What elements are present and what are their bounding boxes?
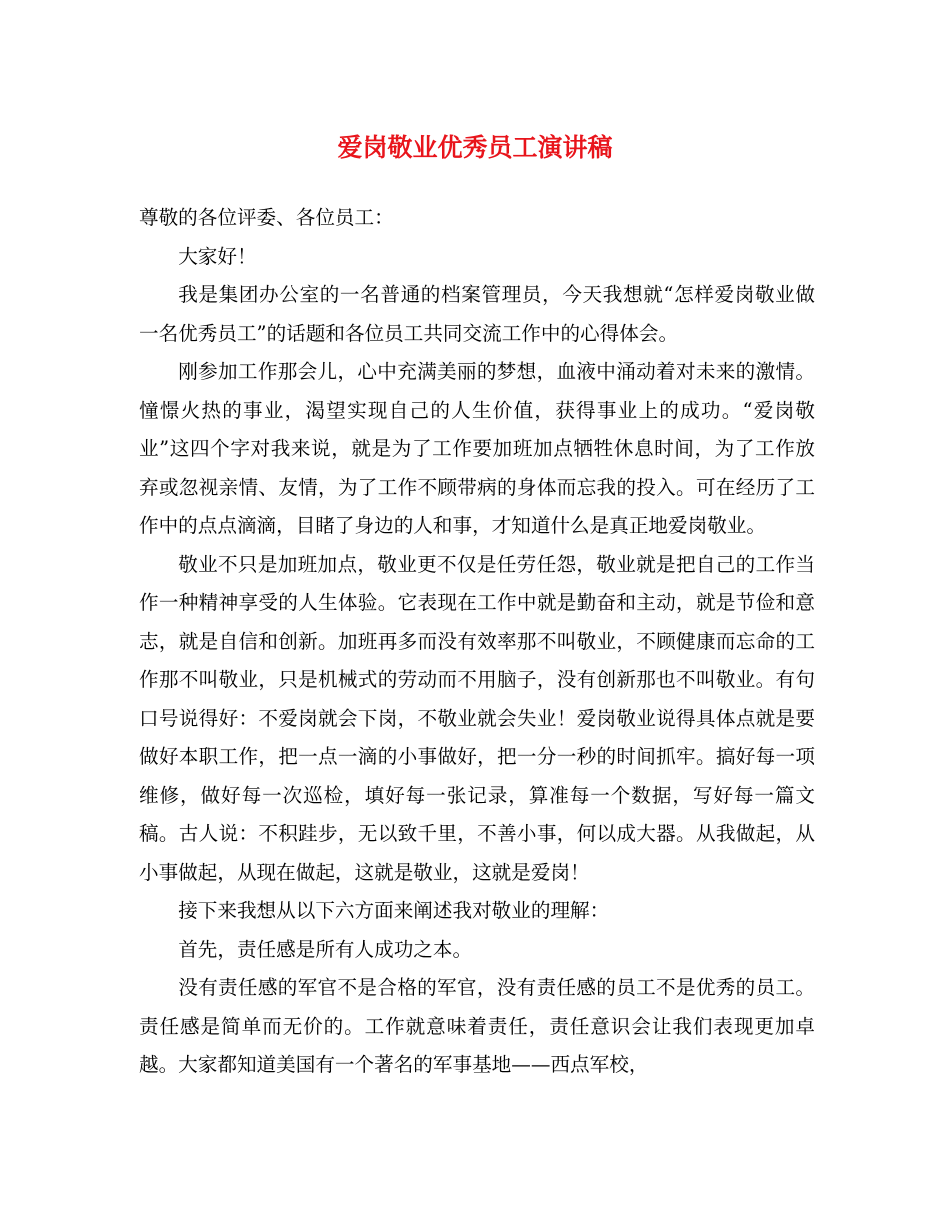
body-paragraph: 我是集团办公室的一名普通的档案管理员，今天我想就“怎样爱岗敬业做一名优秀员工”的话题和各位员工共同交流工作中的心得体会。 [139, 283, 815, 345]
document-title: 爱岗敬业优秀员工演讲稿 [337, 133, 613, 162]
greeting-paragraph: 大家好！ [178, 244, 257, 268]
body-paragraph: 没有责任感的军官不是合格的军官，没有责任感的员工不是优秀的员工。责任感是简单而无价的。工作就意味着责任，责任意识会让我们表现更加卓越。大家都知道美国有一个著名的军事基地——西点军校， [139, 976, 815, 1076]
salutation-paragraph: 尊敬的各位评委、各位员工： [139, 206, 394, 229]
body-paragraph: 接下来我想从以下六方面来阐述我对敬业的理解： [178, 899, 610, 922]
document-body [139, 199, 815, 1085]
body-paragraph: 敬业不只是加班加点，敬业更不仅是任劳任怨，敬业就是把自己的工作当作一种精神享受的人生体验。它表现在工作中就是勤奋和主动，就是节俭和意志，就是自信和创新。加班再多而没有效率那不叫敬业，不顾健康而忘命的工作那不叫敬业，只是机械式的劳动而不用脑子，没有创新那也不叫敬业。有句口号说得好：不爱岗就会下岗，不敬业就会失业！爱岗敬业说得具体点就是要做好本职工作，把一点一滴的小事做好，把一分一秒的时间抓牢。搞好每一项维修，做好每一次巡检，填好每一张记录，算准每一个数据，写好每一篇文稿。古人说：不积跬步，无以致千里，不善小事，何以成大器。从我做起，从小事做起，从现在做起，这就是敬业，这就是爱岗！ [139, 552, 815, 884]
body-paragraph: 刚参加工作那会儿，心中充满美丽的梦想，血液中涌动着对未来的激情。憧憬火热的事业，渴望实现自己的人生价值，获得事业上的成功。“爱岗敬业”这四个字对我来说，就是为了工作要加班加点牺牲休息时间，为了工作放弃或忽视亲情、友情，为了工作不顾带病的身体而忘我的投入。可在经历了工作中的点点滴滴，目睹了身边的人和事，才知道什么是真正地爱岗敬业。 [139, 360, 815, 537]
section-heading-paragraph: 首先，责任感是所有人成功之本。 [178, 937, 473, 961]
